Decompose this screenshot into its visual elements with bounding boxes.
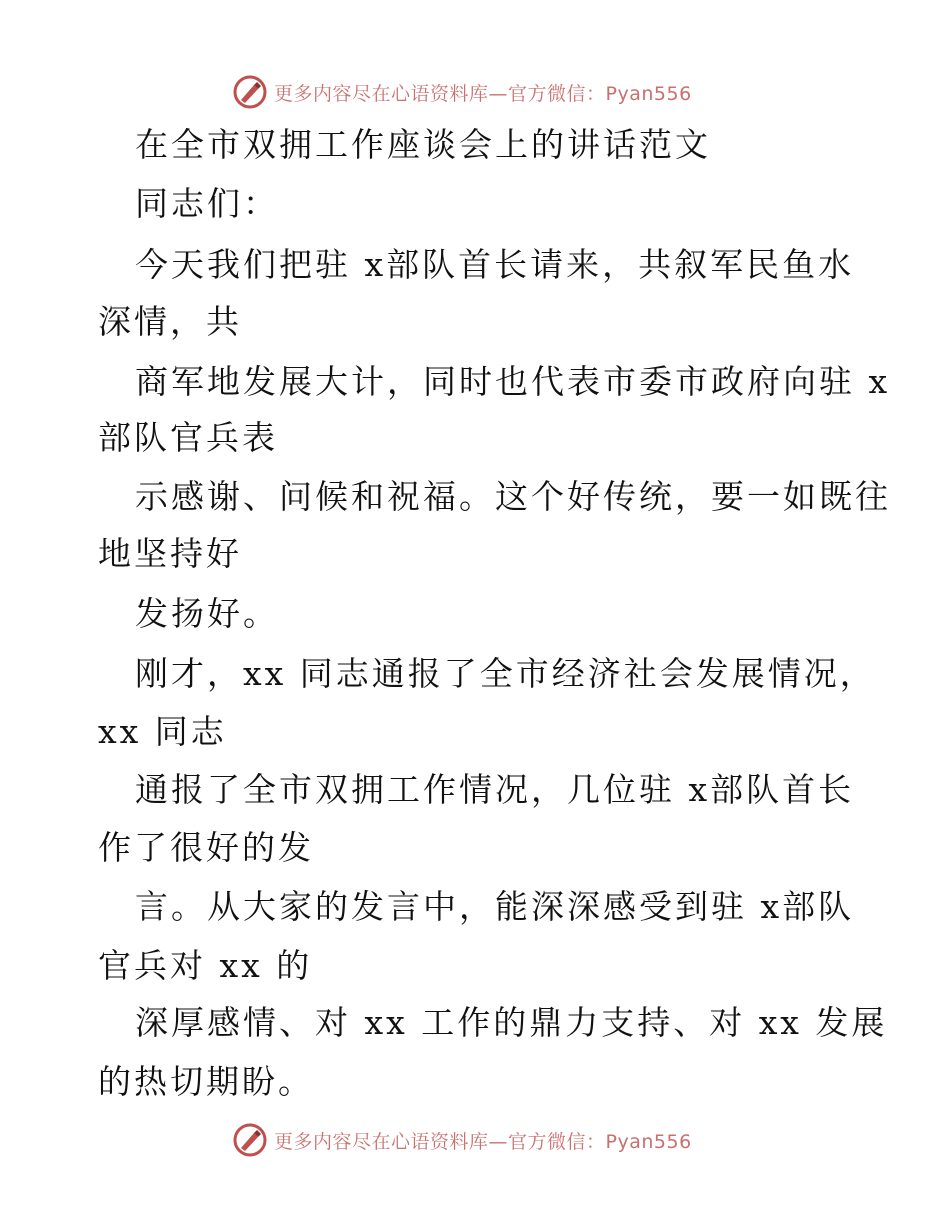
text-line: 部队官兵表: [98, 418, 278, 457]
text-line: 言。从大家的发言中，能深深感受到驻 x部队: [135, 887, 855, 926]
text-line: 官兵对 xx 的: [98, 946, 313, 985]
text-line: 今天我们把驻 x部队首长请来，共叙军民鱼水: [135, 245, 855, 284]
text-line: 刚才，xx 同志通报了全市经济社会发展情况，: [135, 654, 876, 693]
salutation: 同志们：: [135, 184, 279, 223]
watermark-text: 更多内容尽在心语资料库—官方微信：Pyan556: [274, 82, 692, 105]
document-title: 在全市双拥工作座谈会上的讲话范文: [135, 125, 711, 164]
text-line: 示感谢、问候和祝福。这个好传统，要一如既往: [135, 477, 891, 516]
text-line: 的热切期盼。: [98, 1062, 314, 1101]
text-line: 商军地发展大计，同时也代表市委市政府向驻 x: [135, 362, 891, 401]
text-line: 深厚感情、对 xx 工作的鼎力支持、对 xx 发展: [135, 1003, 888, 1042]
text-line: 深情，共: [98, 302, 242, 341]
watermark-text: 更多内容尽在心语资料库—官方微信：Pyan556: [274, 1130, 692, 1153]
text-line: 地坚持好: [98, 534, 242, 573]
header-watermark: [232, 72, 692, 112]
text-line: xx 同志: [98, 712, 227, 751]
text-line: 作了很好的发: [98, 828, 314, 867]
text-line: 通报了全市双拥工作情况，几位驻 x部队首长: [135, 770, 855, 809]
pen-logo-icon: [232, 1122, 268, 1158]
pen-logo-icon: [232, 74, 268, 110]
footer-watermark: [232, 1120, 692, 1160]
text-line: 发扬好。: [135, 594, 279, 633]
